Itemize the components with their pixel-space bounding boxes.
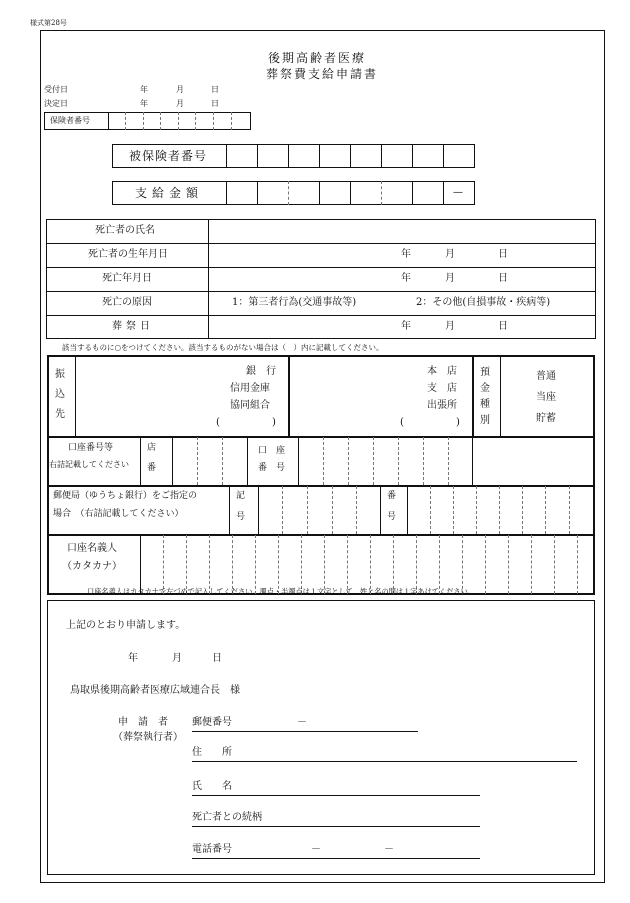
bank-paren-left: (	[216, 417, 220, 428]
account-holder-label-line1: 口座名義人	[67, 543, 117, 554]
form-title-line1: 後期高齢者医療	[268, 51, 367, 65]
application-day: 日	[212, 653, 222, 664]
birth-day: 日	[498, 249, 508, 260]
applicant-sub-label: （葬祭執行者）	[113, 732, 183, 743]
applicant-name-label: 氏 名	[192, 781, 232, 792]
decided-year: 年	[140, 99, 148, 108]
postal-code-dash: －	[297, 717, 307, 728]
form-title-line2: 葬祭費支給申請書	[266, 67, 379, 81]
address-label: 住 所	[192, 747, 232, 758]
account-number-label-line2: 右詰記載してください	[49, 460, 129, 469]
phone-dash-2: －	[384, 844, 394, 855]
funeral-date-label: 葬祭日	[112, 321, 154, 332]
transfer-char-2: 込	[55, 389, 65, 400]
relation-input[interactable]	[192, 826, 480, 827]
birth-month: 月	[445, 249, 455, 260]
received-day: 日	[211, 85, 219, 94]
birth-year: 年	[401, 249, 411, 260]
bango-char-1: 番	[387, 491, 397, 501]
bank-type-shinkin[interactable]: 信用金庫	[230, 383, 270, 394]
bank-section	[47, 355, 595, 595]
cause-option-third-party[interactable]: 1：第三者行為(交通事故等)	[232, 297, 357, 308]
branch-paren-left: (	[400, 417, 404, 428]
postal-code-label: 郵便番号	[192, 717, 232, 728]
bank-paren-right: )	[272, 417, 276, 428]
received-year: 年	[140, 85, 148, 94]
postal-bank-label-line1: 郵便局（ゆうちょ銀行）をご指定の	[53, 491, 198, 501]
deposit-char-4: 別	[480, 415, 490, 426]
deposit-char-2: 金	[480, 383, 490, 394]
decided-day: 日	[211, 99, 219, 108]
deposit-char-3: 種	[480, 399, 490, 410]
insurer-number-label: 保険者番号	[50, 116, 90, 125]
branch-type-branch[interactable]: 支 店	[427, 383, 457, 394]
account-number-label-line1: 口座番号等	[68, 443, 114, 453]
cause-label: 死亡の原因	[102, 297, 152, 308]
received-month: 月	[176, 85, 184, 94]
transfer-char-3: 先	[55, 409, 65, 420]
form-number: 様式第28号	[30, 19, 67, 27]
funeral-day: 日	[498, 321, 508, 332]
kigo-char-2: 号	[236, 512, 246, 522]
deposit-type-ordinary[interactable]: 普通	[536, 371, 556, 382]
branch-paren-right: )	[456, 417, 460, 428]
decided-month: 月	[176, 99, 184, 108]
payment-amount-label: 支給金額	[135, 186, 204, 200]
applicant-label: 申 請 者	[118, 717, 168, 728]
deposit-char-1: 預	[480, 367, 490, 378]
decided-date-label: 決定日	[44, 99, 68, 108]
death-date-label: 死亡年月日	[102, 273, 152, 284]
relation-label: 死亡者との続柄	[192, 812, 262, 823]
insured-number-label: 被保険者番号	[129, 149, 208, 163]
bank-type-kyodo[interactable]: 協同組合	[230, 400, 270, 411]
addressee: 鳥取県後期高齢者医療広域連合長 様	[70, 685, 240, 696]
death-year: 年	[401, 273, 411, 284]
address-input[interactable]	[192, 761, 577, 762]
store-char-2: 番	[147, 463, 157, 473]
death-month: 月	[445, 273, 455, 284]
branch-type-main[interactable]: 本 店	[427, 366, 457, 377]
cause-option-other[interactable]: 2：その他(自損事故・疾病等)	[416, 297, 551, 308]
deceased-name-label: 死亡者の氏名	[95, 225, 155, 236]
phone-dash-1: －	[311, 844, 321, 855]
amount-dash: —	[453, 187, 463, 198]
postal-code-input[interactable]	[192, 731, 418, 732]
branch-type-office[interactable]: 出張所	[427, 400, 457, 411]
instruction-top: 該当するものに○をつけてください。該当するものがない場合は（ ）内に記載してください。	[62, 343, 384, 352]
received-date-label: 受付日	[44, 85, 68, 94]
applicant-name-input[interactable]	[192, 795, 480, 796]
store-char-1: 店	[147, 443, 157, 453]
kigo-char-1: 記	[236, 491, 246, 501]
funeral-year: 年	[401, 321, 411, 332]
transfer-char-1: 振	[55, 369, 65, 380]
postal-bank-label-line2: 場合 （右詰記載してください）	[53, 509, 184, 519]
account-char-1: 口 座	[258, 446, 286, 456]
phone-label: 電話番号	[192, 844, 232, 855]
account-char-2: 番 号	[258, 463, 286, 473]
death-day: 日	[498, 273, 508, 284]
deposit-type-savings[interactable]: 貯蓄	[536, 413, 556, 424]
bango-char-2: 号	[387, 512, 397, 522]
instruction-bottom: 口座名義人はカタカナで左づめで記入してください。濁点・半濁点は１文字として、姓と名の間は１字あけてください。	[87, 587, 475, 596]
funeral-month: 月	[445, 321, 455, 332]
bank-type-bank[interactable]: 銀 行	[246, 366, 276, 377]
application-statement: 上記のとおり申請します。	[66, 620, 186, 631]
deposit-type-current[interactable]: 当座	[536, 392, 556, 403]
account-holder-label-line2: （カタカナ）	[62, 561, 122, 572]
application-year: 年	[128, 653, 138, 664]
phone-input[interactable]	[192, 858, 480, 859]
deceased-birth-label: 死亡者の生年月日	[88, 249, 168, 260]
application-month: 月	[172, 653, 182, 664]
